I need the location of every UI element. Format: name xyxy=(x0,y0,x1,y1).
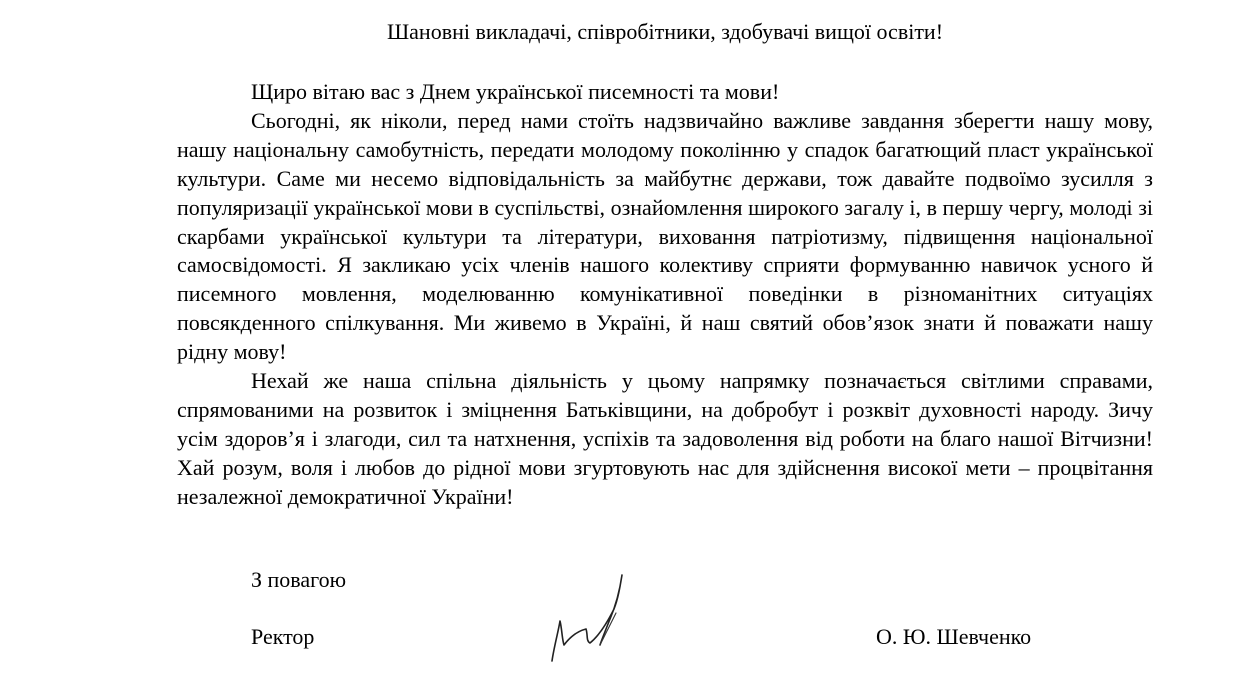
paragraph-appeal: Сьогодні, як ніколи, перед нами стоїть надзвичайно важливе завдання зберегти нашу мову, нашу національну самобутність, передати молодому поколінню у спадок багатющий пласт української культури. Саме ми несемо відповідальність за майбутнє держави, тож давайте подвоїмо зусилля з популяризації української мови в суспільстві, ознайомлення широкого загалу і, в першу чергу, молоді зі скарбами української культури та літератури, виховання патріотизму, підвищення національної самосвідомості. Я закликаю усіх членів нашого колективу сприяти формуванню навичок усного й писемного мовлення, моделюванню комунікативної поведінки в різноманітних ситуаціях повсякденного спілкування. Ми живемо в Україні, й наш святий обов’язок знати й поважати нашу рідну мову! xyxy=(177,107,1153,365)
signer-title: Ректор xyxy=(251,624,315,649)
closing-phrase: З повагою xyxy=(251,567,347,592)
handwritten-signature xyxy=(540,565,640,665)
paragraph-wishes: Нехай же наша спільна діяльність у цьому напрямку позначається світлими справами, спрямованими на розвиток і зміцнення Батьківщини, на добробут і розквіт духовності народу. Зичу усім здоров’я і злагоди, сил та натхнення, успіхів та задоволення від роботи на благо нашої Вітчизни! Хай розум, воля і любов до рідної мови згуртовують нас для здійснення високої мети – процвітання незалежної демократичної України! xyxy=(177,368,1153,509)
letter-body xyxy=(177,78,1153,512)
signer-name: О. Ю. Шевченко xyxy=(876,624,1032,649)
paragraph-congratulation: Щиро вітаю вас з Днем української писемності та мови! xyxy=(251,79,780,104)
letter-greeting: Шановні викладачі, співробітники, здобувачі вищої освіти! xyxy=(386,19,944,44)
